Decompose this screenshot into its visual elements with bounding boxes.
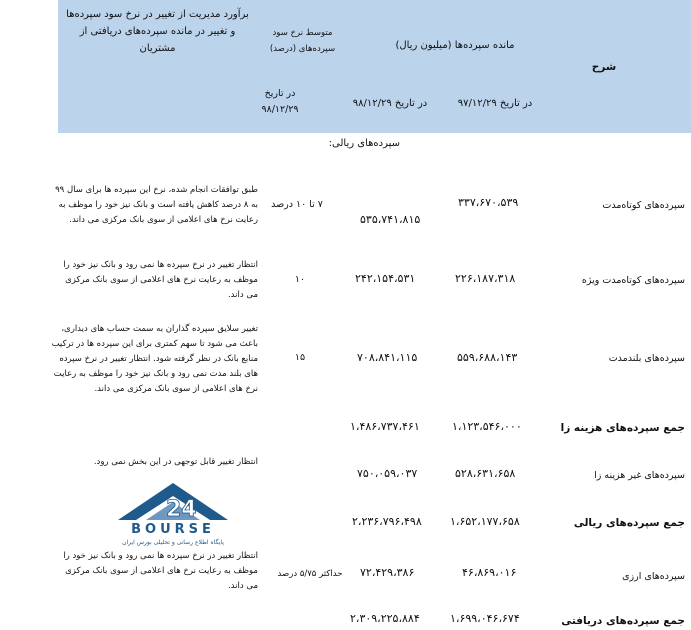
row-value-97: ۱،۱۲۳،۵۴۶،۰۰۰ — [452, 420, 522, 433]
logo-graphic-icon — [98, 478, 248, 548]
header-estimate-line1: برآورد مدیریت از تغییر در نرخ سود سپرده‌ها — [66, 9, 249, 20]
row-note — [60, 549, 258, 594]
row-value-97: ۴۶،۸۶۹،۰۱۶ — [462, 566, 517, 579]
row-note — [60, 455, 258, 470]
header-avg-rate-line2: سپرده‌های (درصد) — [269, 44, 336, 54]
row-label: سپرده‌های ارزی — [622, 571, 685, 582]
note-line: رعایت نرخ های اعلامی از سوی بانک مرکزی می داند. — [69, 215, 258, 225]
row-value-98: ۲۴۲،۱۵۴،۵۳۱ — [355, 272, 416, 285]
row-value-98: ۲،۳۰۹،۲۲۵،۸۸۴ — [350, 612, 420, 625]
note-line: می داند. — [227, 581, 258, 591]
header-estimate-line3: مشتریان — [139, 43, 176, 54]
note-line: انتظار تغییر قابل توجهی در این بخش نمی رود. — [93, 457, 258, 467]
svg-text:BOURSE: BOURSE — [131, 522, 215, 537]
note-line: باعث می شود تا سهم کمتری برای این سپرده ها در ترکیب — [51, 339, 258, 349]
row-value-97: ۲۲۶،۱۸۷،۳۱۸ — [455, 272, 516, 285]
note-line: انتظار تغییر در نرخ سپرده ها نمی رود و بانک نیز خود را — [63, 551, 258, 561]
header-date-98: در تاریخ ۹۸/۱۲/۲۹ — [352, 98, 428, 109]
row-value-98: ۲،۲۳۶،۷۹۶،۴۹۸ — [352, 515, 422, 528]
note-line: نرخ های اعلامی از سوی بانک مرکزی می داند. — [94, 384, 258, 394]
row-value-97: ۵۲۸،۶۳۱،۶۵۸ — [455, 467, 516, 480]
bourse24-logo — [98, 478, 248, 548]
note-line: طبق توافقات انجام شده، نرخ این سپرده ها برای سال ۹۹ — [55, 185, 258, 195]
row-label-total: جمع سپرده‌های دریافتی — [561, 615, 685, 627]
row-value-97: ۵۵۹،۶۸۸،۱۴۳ — [457, 351, 518, 364]
svg-text:24: 24 — [166, 497, 197, 522]
header-balance-title: مانده سپرده‌ها (میلیون ریال) — [395, 40, 515, 51]
note-line: انتظار تغییر در نرخ سپرده ها نمی رود و بانک نیز خود را — [63, 260, 258, 270]
row-rate: حداکثر ۵/۷۵ درصد — [277, 569, 343, 579]
header-date-97: در تاریخ ۹۷/۱۲/۲۹ — [457, 98, 533, 109]
header-estimate-title — [60, 6, 255, 57]
row-rate: ۱۰ — [294, 274, 306, 285]
row-label: سپرده‌های بلندمدت — [608, 353, 685, 364]
header-estimate-line2: و تغییر در مانده سپرده‌های دریافتی از — [79, 26, 236, 37]
row-value-98: ۷۰۸،۸۴۱،۱۱۵ — [357, 351, 418, 364]
header-avg-rate-line1: متوسط نرخ سود — [272, 28, 333, 38]
row-label: سپرده‌های کوتاه‌مدت — [602, 200, 685, 211]
note-line: تغییر سلایق سپرده گذاران به سمت حساب های دیداری، — [61, 324, 258, 334]
row-value-98: ۱،۴۸۶،۷۳۷،۴۶۱ — [350, 420, 420, 433]
header-avg-rate-date-line1: در تاریخ — [264, 88, 296, 99]
section-title: سپرده‌های ریالی: — [328, 138, 400, 149]
note-line: موظف به رعایت نرخ های اعلامی از سوی بانک مرکزی — [65, 566, 258, 576]
note-line: به ۸ درصد کاهش یافته است و بانک نیز خود را موظف به — [58, 200, 258, 210]
header-avg-rate — [255, 25, 350, 57]
row-rate: ۷ تا ۱۰ درصد — [271, 199, 323, 210]
row-note — [51, 322, 258, 397]
row-note — [60, 258, 258, 303]
row-rate: ۱۵ — [294, 352, 306, 363]
row-label: سپرده‌های کوتاه‌مدت ویژه — [581, 275, 685, 286]
row-value-97: ۳۳۷،۶۷۰،۵۳۹ — [458, 196, 519, 209]
note-line: موظف به رعایت نرخ های اعلامی از سوی بانک مرکزی — [65, 275, 258, 285]
header-avg-rate-date-line2: ۹۸/۱۲/۲۹ — [261, 104, 299, 115]
row-label-total: جمع سپرده‌های هزینه زا — [560, 422, 685, 434]
row-value-98: ۵۳۵،۷۴۱،۸۱۵ — [360, 213, 421, 226]
note-line: های بلند مدت نمی رود و بانک نیز خود را موظف به رعایت — [53, 369, 258, 379]
header-avg-rate-date — [245, 86, 315, 118]
row-label-total: جمع سپرده‌های ریالی — [573, 517, 685, 529]
note-line: منابع بانک در نظر گرفته شود. انتظار تغییر در نرخ سپرده — [59, 354, 258, 364]
header-sharh: شرح — [591, 61, 617, 73]
svg-text:پایگاه اطلاع رسانی و تحلیلی بو: پایگاه اطلاع رسانی و تحلیلی بورس ایران — [122, 539, 224, 546]
row-label: سپرده‌های غیر هزینه زا — [594, 470, 685, 481]
row-value-98: ۷۲،۴۲۹،۳۸۶ — [360, 566, 415, 579]
row-value-97: ۱،۶۵۲،۱۷۷،۶۵۸ — [450, 515, 520, 528]
row-value-97: ۱،۶۹۹،۰۴۶،۶۷۴ — [450, 612, 520, 625]
row-note — [55, 183, 258, 228]
row-value-98: ۷۵۰،۰۵۹،۰۳۷ — [357, 467, 418, 480]
note-line: می داند. — [227, 290, 258, 300]
